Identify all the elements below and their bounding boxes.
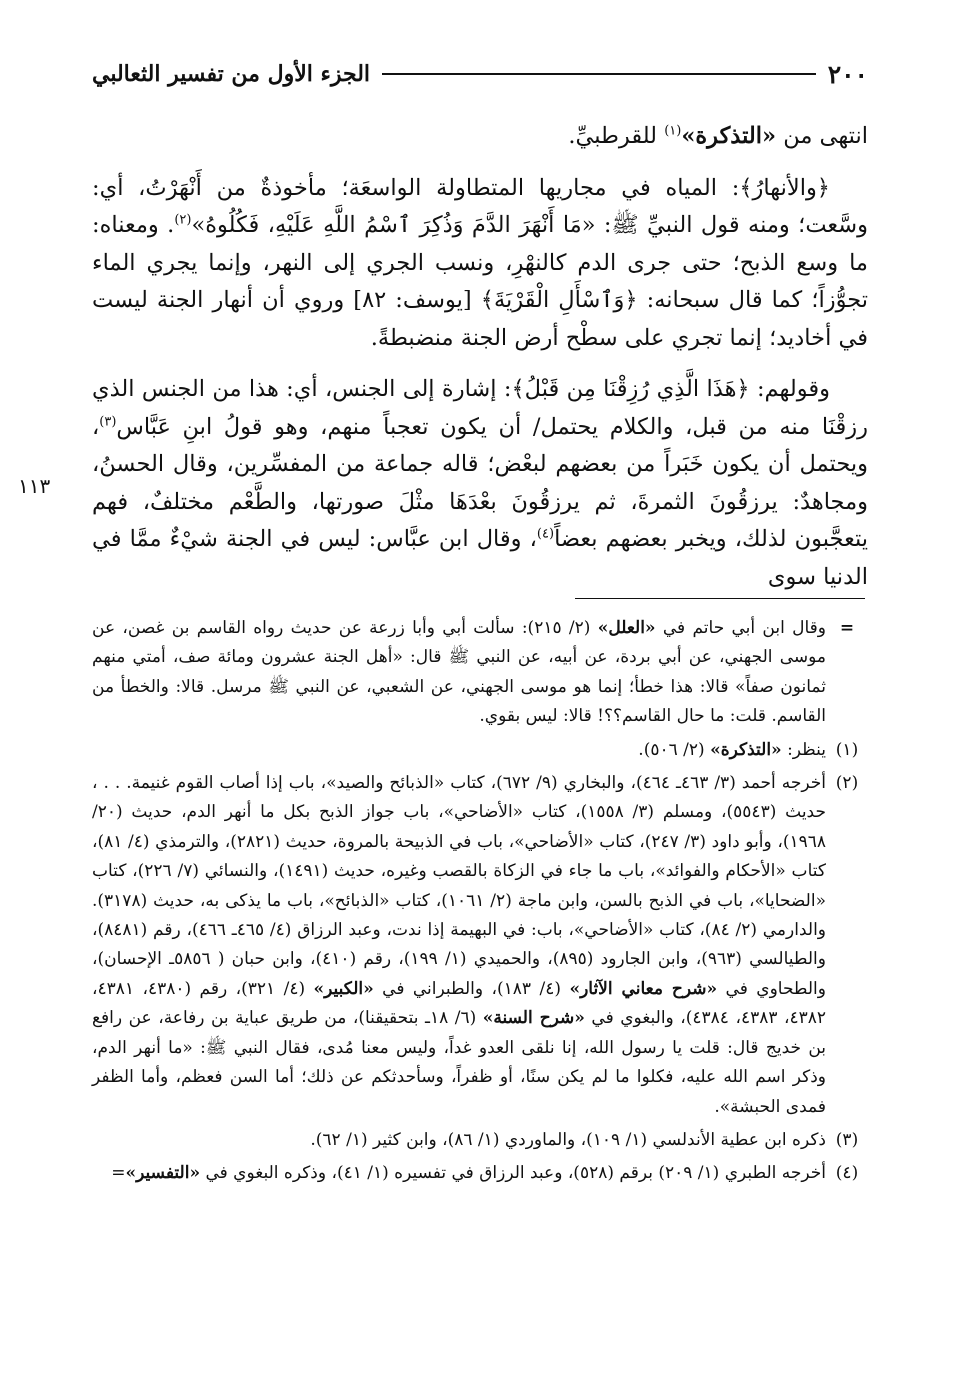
footnote-number: (١) xyxy=(835,739,859,760)
marginal-page-reference: ١١٣ xyxy=(18,474,51,498)
header-rule xyxy=(382,73,816,75)
footnote-2: (٢) أخرجه أحمد (٣/ ٤٦٣ـ ٤٦٤)، والبخاري (٩/ ٦٧٢)، كتاب «الذبائح والصيد»، باب إذا أصاب القوم غنيمة. . . ، حديث (٥٥٤٣)، ومسلم (٣/ ١٥٥٨)، كتاب «الأضاحي»، باب جواز الذبح بكل ما أنهر الدم، حديث (٢٠/ ١٩٦٨)، وأبو داود (٣/ ٢٤٧)، كتاب «الأضاحي»، باب في الذبيحة بالمروة، حديث (٢٨٢١)، والترمذي (٤/ ٨١)، كتاب «الأحكام والفوائد»، باب ما جاء في الزكاة بالقصب وغيره، حديث (١٤٩١)، والنسائي (٧/ ٢٢٦)، كتاب «الضحايا»، باب في الذبح بالسن، وابن ماجة (٢/ ١٠٦١)، كتاب «الذبائح»، باب ما يذكى به، حديث (٣١٧٨). والدارمي (٢/ ٨٤)، كتاب «الأضاحي»، باب: في البهيمة إذا ندت، وعبد الرزاق (٤/ ٤٦٥ـ ٤٦٦)، رقم (٨٤٨١)، والطيالسي (٩٦٣)، وابن الجارود (٨٩٥)، والحميدي (١/ ١٩٩)، رقم (٤١٠)، وابن حبان ( ٥٨٥٦ـ الإحسان)، والطحاوي في «شرح معاني الآثار» (٤/ ١٨٣)، والطبراني في «الكبير» (٤/ ٣٢١)، رقم (٤٣٨٠، ٤٣٨١، ٤٣٨٢، ٤٣٨٣، ٤٣٨٤)، والبغوي في «شرح السنة» (٦/ ١٨ـ بتحقيقنا)، من طريق عباية بن رفاعة، عن رافع بن خديج قال: قلت يا رسول الله، إنا نلقى العدو غداً، وليس معنا مُدى، فقال النبي ﷺ: «ما أنهر الدم، وذكر اسم الله عليه، فكلوا ما لم يكن سنًا، أو ظفراً، وسأحدثكم عن ذلك؛ أما السن فعظم، وأما الظفر فمدى الحبشة». xyxy=(92,769,868,1122)
footnote-4: (٤) أخرجه الطبري (١/ ٢٠٩) برقم (٥٢٨)، وعبد الرزاق في تفسيره (١/ ٤١)، وذكره البغوي في «التفسير»= xyxy=(92,1159,868,1188)
paragraph-tadhkira: انتهى من «التذكرة»$^{(١)}$ للقرطبيِّ. xyxy=(568,123,868,149)
paragraph-rizq: وقولهم: ﴿هَذَا الَّذِي رُزِقْنَا مِن قَبْلُ﴾: إشارة إلى الجنس، أي: هذا من الجنس الذي رزقْنَا منه من قبل، والكلام يحتمل/ أن يكون تعجباً منهم، وهو قولُ ابنِ عَبَّاس$^{(٣)}$، ويحتمل أن يكون خَبَراً من بعضهم لبعْض؛ قاله جماعة من المفسِّرين، وقال الحسنُ، ومجاهدٌ: يرزقُونَ الثمرةَ، ثم يرزقُونَ بعْدَهَا مثْلَ صورتها، والطَّعْم مختلفٌ، فهم يتعجَّبون لذلك، ويخبر بعضهم بعضاً$^{(٤)}$، وقال ابن عبَّاس: ليس في الجنة شيْءٌ ممَّا في الدنيا سوى xyxy=(92,376,868,590)
footnote-ref: (٢) xyxy=(174,212,192,228)
paragraph-anhar: ﴿والأنهارُ﴾: المياه في مجاريها المتطاولة الواسعَة؛ مأخوذةٌ من أَنْهَرْتُ، أي: وسَّعت؛ ومنه قول النبيِّ ﷺ: «مَا أَنْهَرَ الدَّمَ وَذُكِرَ ٱسْمُ اللَّهِ عَلَيْهِ، فَكُلُوهُ»$^{(٢)}$. ومعناه: ما وسع الذبح؛ حتى جرى الدم كالنهْرِ، ونسب الجري إلى النهر، وإنما يجري الماء تجوُّزاً؛ كما قال سبحانه: ﴿وَٱسْأَلِ الْقَرْيَةَ﴾ [يوسف: ٨٢] وروي أن أنهار الجنة ليست في أخاديد؛ إنما تجري على سطْح أرض الجنة منضبطةً. xyxy=(92,174,869,351)
book-title: «التذكرة» xyxy=(681,123,777,149)
footnote-ref: (١) xyxy=(664,123,682,139)
footnote-ref: (٣) xyxy=(99,414,117,429)
main-text xyxy=(92,118,868,610)
footnote-ref: (٤) xyxy=(536,526,555,542)
footnote-separator xyxy=(575,598,865,599)
footnote-1: (١) ينظر: «التذكرة» (٢/ ٥٠٦). xyxy=(92,736,868,765)
footnote-3: (٣) ذكره ابن عطية الأندلسي (١/ ١٠٩)، والماوردي (١/ ٨٦)، وابن كثير (١/ ٦٢). xyxy=(92,1126,868,1155)
footnotes xyxy=(92,614,868,1193)
footnote-continuation: = وقال ابن أبي حاتم في «العلل» (٢/ ٢١٥): سألت أبي وأبا زرعة عن حديث رواه القاسم بن غصن، عن موسى الجهني، عن أبي بردة، عن أبيه، عن النبي ﷺ قال: «أهل الجنة عشرون ومائة صف، أمتي منهم ثمانون صفاً» قالا: هذا خطأ؛ إنما هو موسى الجهني، عن الشعبي، عن النبي ﷺ مرسل. قالا: والخطأ من القاسم. قلت: ما حال القاسم؟؟! قالا: ليس بقوي. xyxy=(92,614,868,732)
continuation-marker: = xyxy=(839,618,855,638)
running-header xyxy=(92,56,868,92)
running-title: الجزء الأول من تفسير الثعالبي xyxy=(92,61,371,87)
footnote-number: (٤) xyxy=(835,1163,859,1184)
footnote-number: (٣) xyxy=(835,1129,859,1150)
footnote-number: (٢) xyxy=(835,773,859,794)
page-number: ٢٠٠ xyxy=(827,59,868,89)
